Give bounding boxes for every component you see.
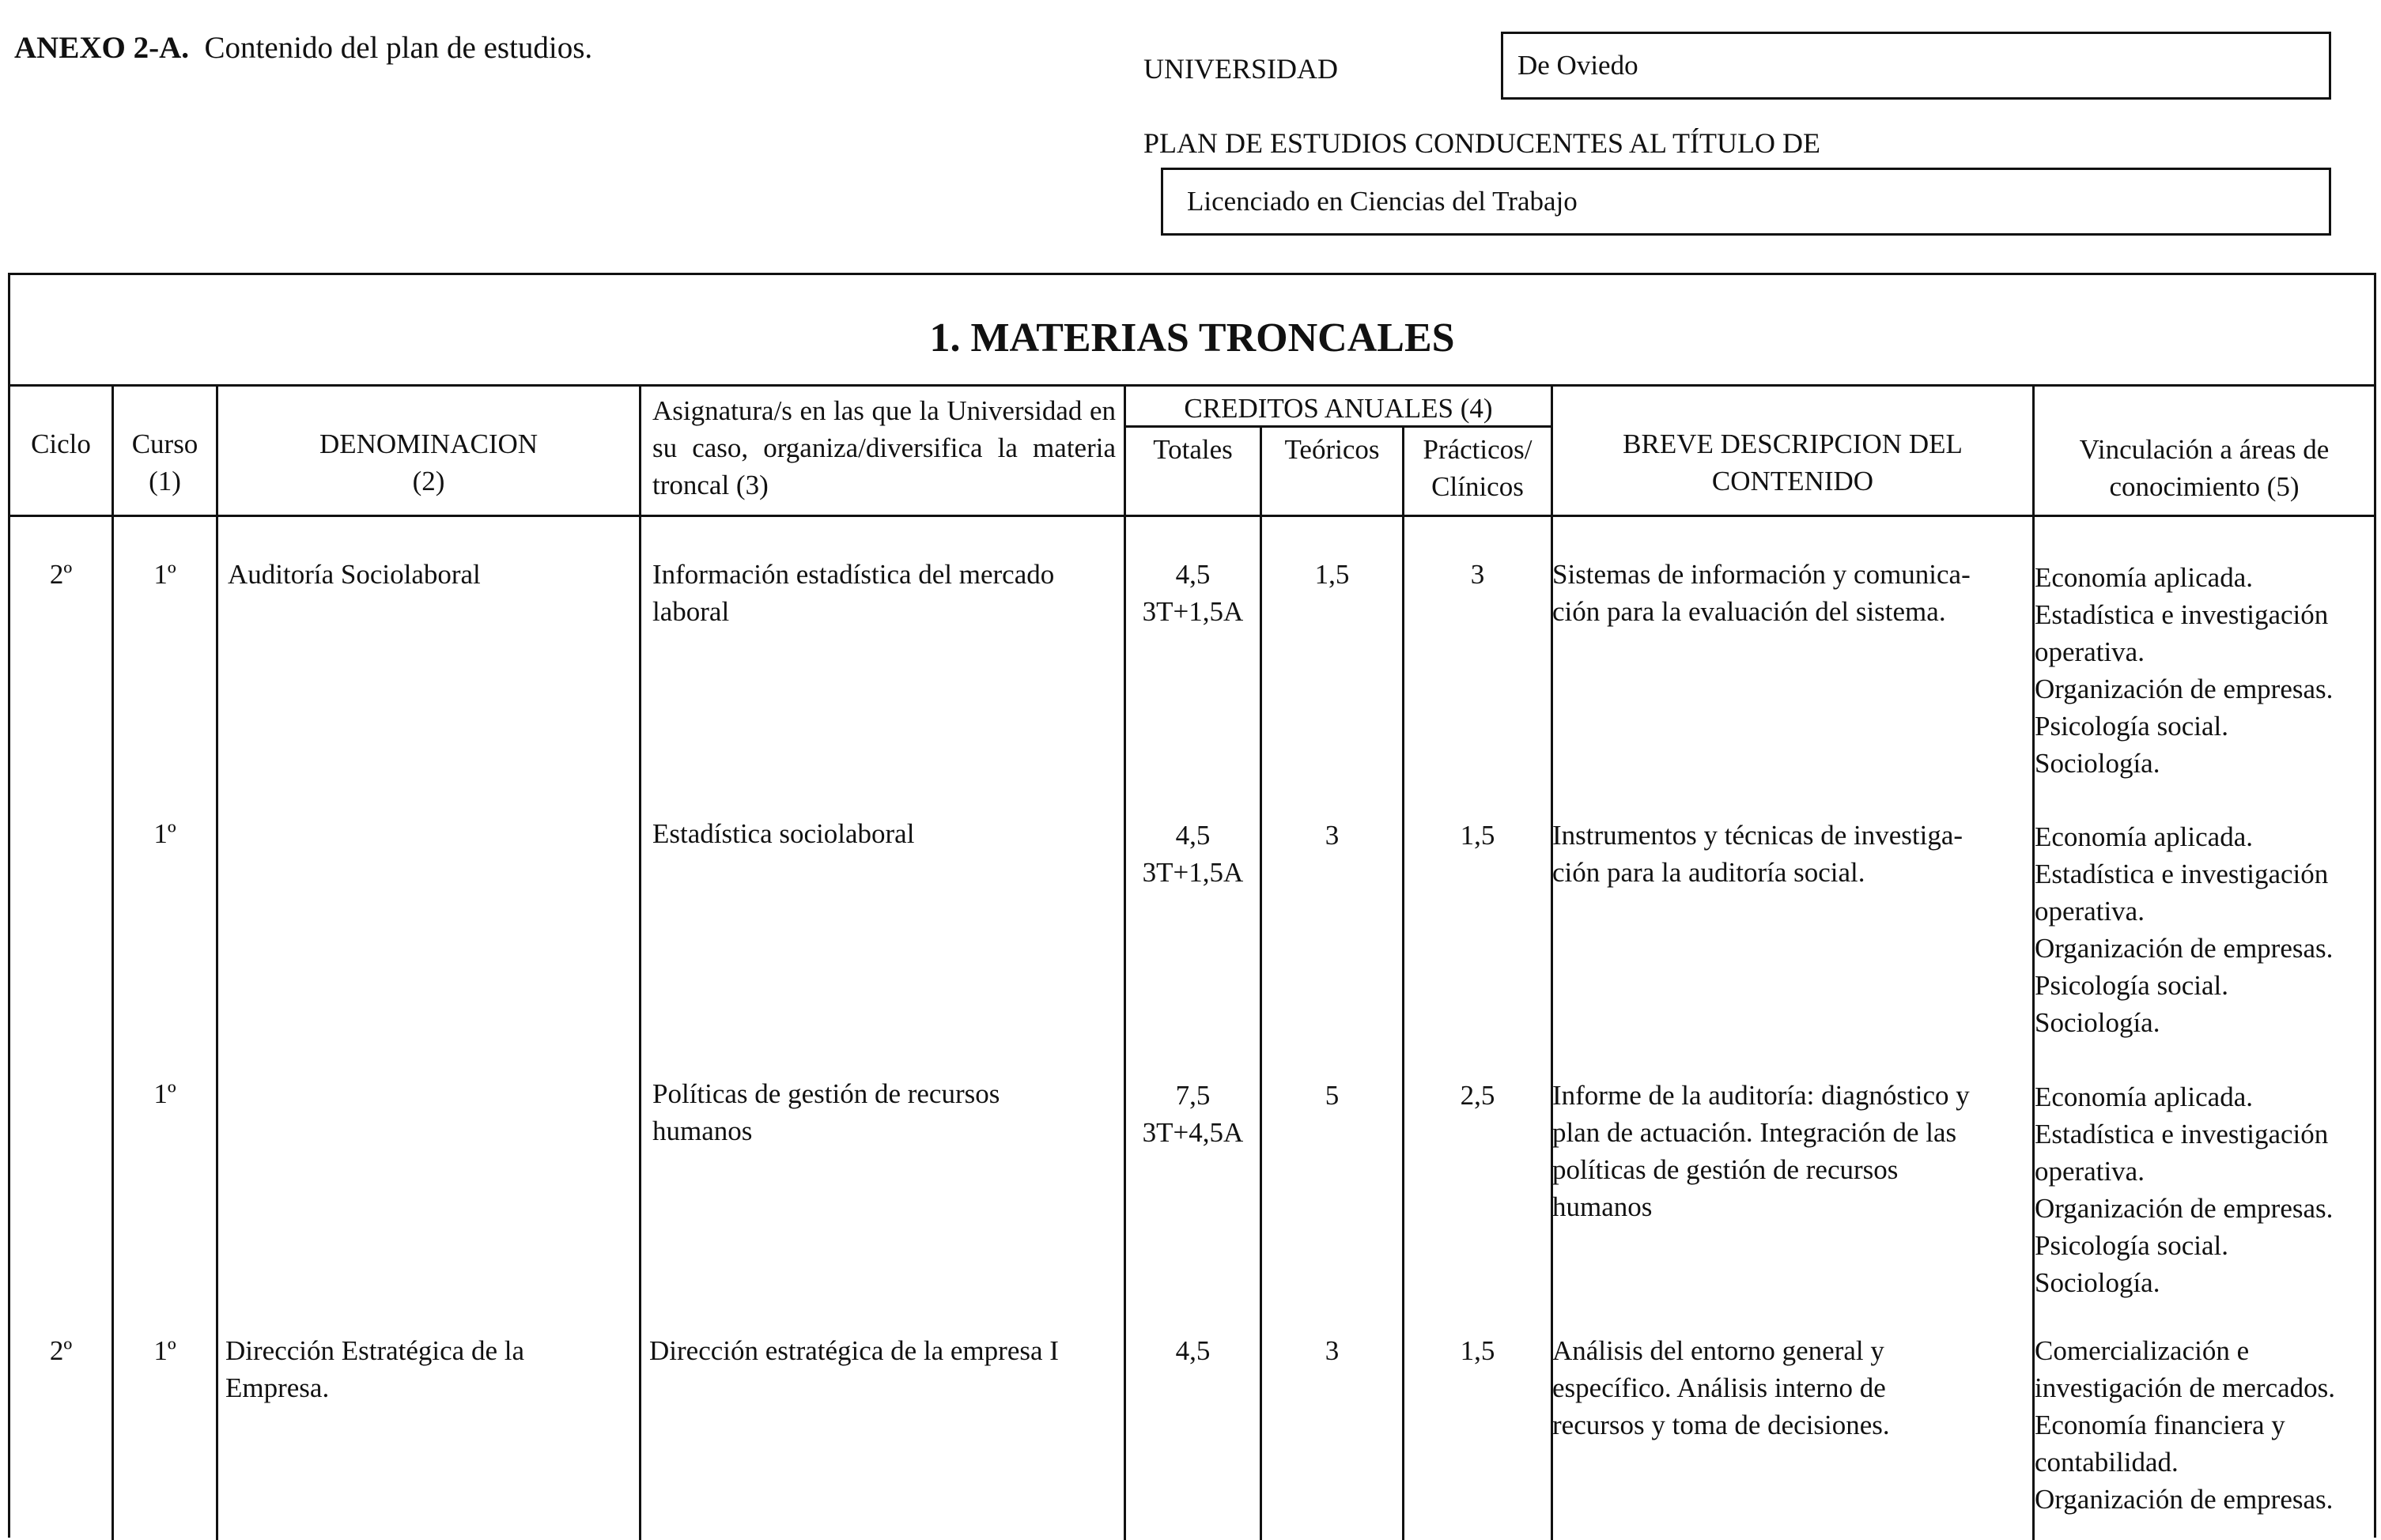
header-ciclo: Ciclo xyxy=(31,428,91,459)
area-item: operativa. xyxy=(2035,896,2145,927)
cell-asignatura xyxy=(652,1075,1119,1149)
area-item: Economía financiera y xyxy=(2035,1410,2285,1440)
descripcion-line: plan de actuación. Integración de las xyxy=(1552,1117,1957,1148)
annex-label: ANEXO 2-A. xyxy=(14,31,189,65)
cell-totales xyxy=(1126,556,1260,630)
area-item: Organización de empresas. xyxy=(2035,933,2334,964)
area-item: Psicología social. xyxy=(2035,970,2228,1001)
cell-teoricos: 3 xyxy=(1325,820,1340,851)
totales-breakdown: 3T+4,5A xyxy=(1142,1117,1244,1148)
cell-curso: 1º xyxy=(153,1335,176,1366)
annex-description: Contenido del plan de estudios. xyxy=(204,31,593,65)
header-vinculacion-line: conocimiento (5) xyxy=(2109,471,2300,502)
cell-practicos: 3 xyxy=(1470,559,1485,590)
descripcion-line: Instrumentos y técnicas de investiga- xyxy=(1552,820,1963,851)
cell-practicos: 1,5 xyxy=(1460,1335,1495,1366)
totales-value: 7,5 xyxy=(1175,1080,1211,1111)
descripcion-line: específico. Análisis interno de xyxy=(1552,1372,1886,1403)
area-item: Economía aplicada. xyxy=(2035,1081,2253,1112)
area-item: Sociología. xyxy=(2035,748,2160,779)
cell-descripcion xyxy=(1552,556,2027,630)
totales-breakdown: 3T+1,5A xyxy=(1142,596,1244,627)
totales-breakdown: 3T+1,5A xyxy=(1142,857,1244,888)
asignatura-line: Políticas de gestión de recursos xyxy=(652,1078,1000,1109)
cell-areas xyxy=(2035,1332,2374,1518)
area-item: Sociología. xyxy=(2035,1267,2160,1298)
area-item: Psicología social. xyxy=(2035,1230,2228,1261)
materias-troncales-table xyxy=(8,273,2376,1538)
descripcion-line: ción para la auditoría social. xyxy=(1552,857,1865,888)
cell-descripcion xyxy=(1552,1332,2027,1444)
cell-teoricos: 1,5 xyxy=(1314,559,1350,590)
area-item: Organización de empresas. xyxy=(2035,1484,2334,1515)
totales-value: 4,5 xyxy=(1175,1335,1211,1366)
cell-curso: 1º xyxy=(153,1078,176,1109)
descripcion-line: humanos xyxy=(1552,1191,1653,1222)
cell-totales xyxy=(1126,817,1260,891)
denominacion-line: Empresa. xyxy=(225,1372,330,1403)
area-item: Organización de empresas. xyxy=(2035,1193,2334,1224)
universidad-label: UNIVERSIDAD xyxy=(1143,53,1338,85)
header-descripcion-line: BREVE DESCRIPCION DEL xyxy=(1623,428,1963,459)
cell-teoricos: 5 xyxy=(1325,1080,1340,1111)
cell-areas xyxy=(2035,559,2374,782)
area-item: operativa. xyxy=(2035,1156,2145,1187)
cell-denominacion xyxy=(228,556,635,593)
header-teoricos: Teóricos xyxy=(1284,434,1380,465)
header-denominacion-label: DENOMINACION xyxy=(319,428,539,459)
cell-denominacion xyxy=(225,1332,635,1406)
header-vinculacion-line: Vinculación a áreas de xyxy=(2079,434,2330,465)
header-creditos: CREDITOS ANUALES (4) xyxy=(1184,393,1493,424)
header-denominacion xyxy=(218,425,639,500)
header-totales: Totales xyxy=(1153,434,1233,465)
cell-descripcion xyxy=(1552,817,2027,891)
title-divider xyxy=(10,384,2374,387)
descripcion-line: Análisis del entorno general y xyxy=(1552,1335,1884,1366)
area-item: Psicología social. xyxy=(2035,711,2228,742)
cell-totales xyxy=(1126,1332,1260,1369)
header-curso-note: (1) xyxy=(149,466,181,496)
plan-label: PLAN DE ESTUDIOS CONDUCENTES AL TÍTULO DE xyxy=(1143,127,1820,159)
cell-asignatura xyxy=(652,815,1119,852)
header-denominacion-note: (2) xyxy=(412,466,445,496)
cell-areas xyxy=(2035,1078,2374,1301)
header-curso xyxy=(114,425,216,500)
area-item: contabilidad. xyxy=(2035,1447,2179,1478)
header-divider xyxy=(10,515,2374,517)
asignatura-line: Estadística sociolaboral xyxy=(652,818,915,849)
descripcion-line: Sistemas de información y comunica- xyxy=(1552,559,1971,590)
cell-curso: 1º xyxy=(153,559,176,590)
area-item: Economía aplicada. xyxy=(2035,821,2253,852)
area-item: Sociología. xyxy=(2035,1007,2160,1038)
totales-value: 4,5 xyxy=(1175,559,1211,590)
header-vinculacion xyxy=(2035,431,2374,505)
area-item: Estadística e investigación xyxy=(2035,599,2329,630)
asignatura-line: humanos xyxy=(652,1115,753,1146)
col-divider xyxy=(639,384,641,1540)
area-item: operativa. xyxy=(2035,636,2145,667)
area-item: Organización de empresas. xyxy=(2035,674,2334,704)
header-asignatura: Asignatura/s en las que la Universidad en su caso, organiza/diversifica la materia troncal (3) xyxy=(652,395,1116,500)
cell-asignatura xyxy=(649,1332,1119,1369)
cell-areas xyxy=(2035,818,2374,1041)
section-title: 1. MATERIAS TRONCALES xyxy=(929,315,1455,360)
area-item: Comercialización e xyxy=(2035,1335,2250,1366)
asignatura-line: Dirección estratégica de la empresa I xyxy=(649,1335,1059,1366)
asignatura-line: laboral xyxy=(652,596,730,627)
plan-title-field: Licenciado en Ciencias del Trabajo xyxy=(1161,168,2331,236)
area-item: Estadística e investigación xyxy=(2035,1119,2329,1149)
descripcion-line: políticas de gestión de recursos xyxy=(1552,1154,1899,1185)
header-descripcion xyxy=(1553,425,2032,500)
totales-value: 4,5 xyxy=(1175,820,1211,851)
cell-descripcion xyxy=(1552,1077,2027,1225)
cell-ciclo: 2º xyxy=(49,559,73,590)
descripcion-line: ción para la evaluación del sistema. xyxy=(1552,596,1946,627)
asignatura-line: Información estadística del mercado xyxy=(652,559,1055,590)
col-divider xyxy=(216,384,218,1540)
cell-ciclo: 2º xyxy=(49,1335,73,1366)
denominacion-line: Dirección Estratégica de la xyxy=(225,1335,524,1366)
header-practicos-label: Prácticos/ xyxy=(1423,434,1533,465)
cell-curso: 1º xyxy=(153,818,176,849)
header-descripcion-line: CONTENIDO xyxy=(1711,466,1874,496)
cell-asignatura xyxy=(652,556,1119,630)
header-curso-label: Curso xyxy=(131,428,198,459)
area-item: Estadística e investigación xyxy=(2035,859,2329,889)
descripcion-line: recursos y toma de decisiones. xyxy=(1552,1410,1890,1440)
cell-teoricos: 3 xyxy=(1325,1335,1340,1366)
area-item: Economía aplicada. xyxy=(2035,562,2253,593)
denominacion-line: Auditoría Sociolaboral xyxy=(228,559,481,590)
cell-totales xyxy=(1126,1077,1260,1151)
header-clinicos-label: Clínicos xyxy=(1431,471,1524,502)
annex-heading xyxy=(14,30,592,66)
header-practicos xyxy=(1404,431,1551,505)
universidad-field: De Oviedo xyxy=(1501,32,2331,100)
area-item: investigación de mercados. xyxy=(2035,1372,2336,1403)
descripcion-line: Informe de la auditoría: diagnóstico y xyxy=(1552,1080,1970,1111)
cell-practicos: 2,5 xyxy=(1460,1080,1495,1111)
cell-practicos: 1,5 xyxy=(1460,820,1495,851)
